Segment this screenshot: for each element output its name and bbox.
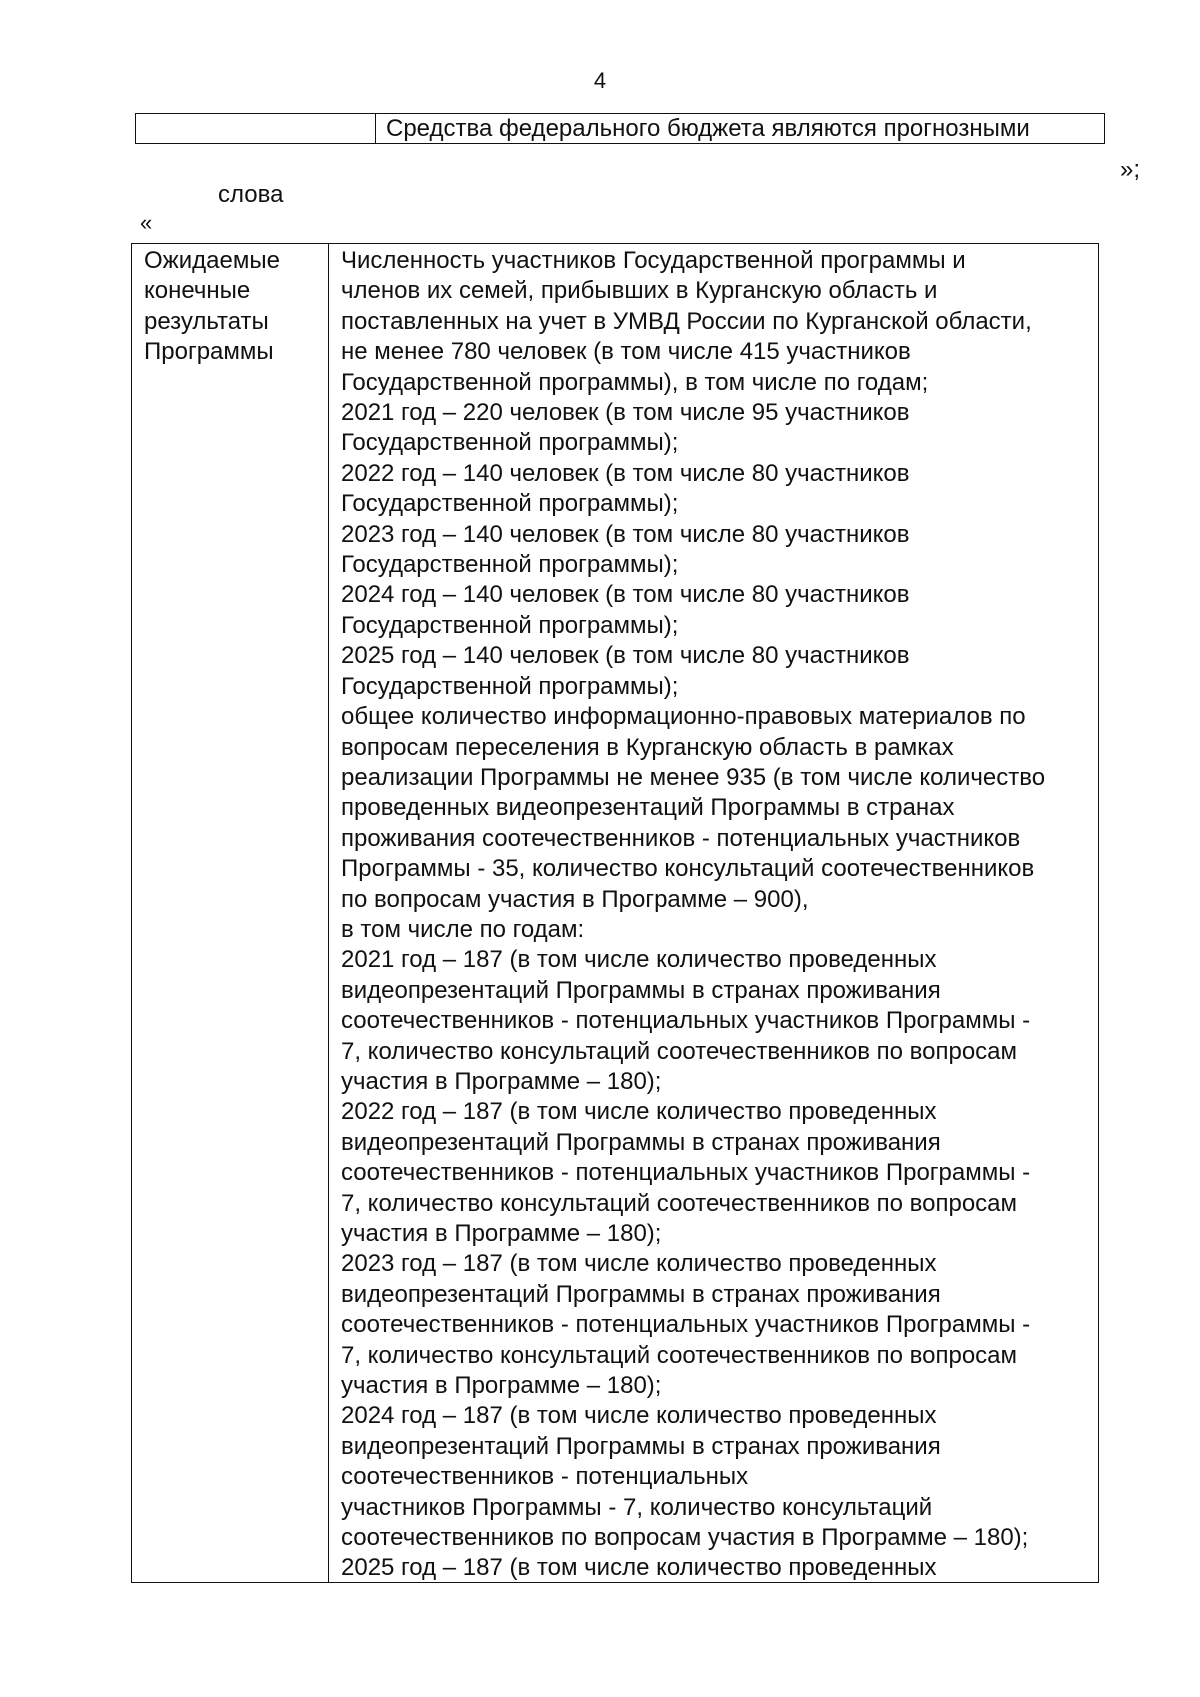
content-line: соотечественников по вопросам участия в Программе – 180); [341,1524,1029,1552]
content-line: Государственной программы); [341,611,679,639]
content-line: 2024 год – 187 (в том числе количество проведенных [341,1402,937,1430]
expected-results-text [329,244,1098,1582]
content-line: участников Программы - 7, количество консультаций [341,1493,933,1521]
label-line: результаты [144,307,269,335]
content-line: Государственной программы); [341,490,679,518]
label-line: конечные [144,277,251,305]
content-line: видеопрезентаций Программы в странах проживания [341,976,941,1004]
content-line: 7, количество консультаций соотечественников по вопросам [341,1189,1018,1217]
content-line: 2022 год – 187 (в том числе количество проведенных [341,1098,937,1126]
content-line: не менее 780 человек (в том числе 415 участников [341,338,911,366]
content-line: 2022 год – 140 человек (в том числе 80 участников [341,459,910,487]
page-number: 4 [593,68,607,93]
content-line: вопросам переселения в Курганскую область в рамках [341,733,954,761]
content-line: 2023 год – 187 (в том числе количество проведенных [341,1250,937,1278]
content-line: соотечественников - потенциальных участников Программы - [341,1311,1031,1339]
content-line: 2024 год – 140 человек (в том числе 80 участников [341,581,910,609]
content-line: общее количество информационно-правовых материалов по [341,703,1026,731]
budget-note-table [135,113,1105,144]
closing-quote: »; [1120,156,1141,183]
content-line: соотечественников - потенциальных [341,1463,749,1491]
content-line: соотечественников - потенциальных участников Программы - [341,1159,1031,1187]
replacement-word-label: слова [218,181,284,208]
content-line: видеопрезентаций Программы в странах проживания [341,1432,941,1460]
content-line: 2023 год – 140 человек (в том числе 80 участников [341,520,910,548]
budget-note-label-cell [136,114,376,143]
content-line: 7, количество консультаций соотечественников по вопросам [341,1037,1018,1065]
content-line: Программы - 35, количество консультаций соотечественников [341,855,1035,883]
content-line: в том числе по годам: [341,915,585,943]
content-line: 2021 год – 187 (в том числе количество проведенных [341,946,937,974]
content-line: 2021 год – 220 человек (в том числе 95 участников [341,399,910,427]
content-line: видеопрезентаций Программы в странах проживания [341,1280,941,1308]
content-line: участия в Программе – 180); [341,1067,662,1095]
content-line: проживания соотечественников - потенциальных участников [341,824,1021,852]
content-line: 2025 год – 140 человек (в том числе 80 участников [341,642,910,670]
expected-results-label [132,244,329,1582]
budget-note-text: Средства федерального бюджета являются прогнозными [386,115,1030,142]
content-line: реализации Программы не менее 935 (в том числе количество [341,763,1046,791]
content-line: 2025 год – 187 (в том числе количество проведенных [341,1554,937,1582]
content-line: Государственной программы), в том числе по годам; [341,368,929,396]
content-line: участия в Программе – 180); [341,1372,662,1400]
content-line: проведенных видеопрезентаций Программы в странах [341,794,955,822]
opening-quote: « [140,210,153,235]
content-line: участия в Программе – 180); [341,1220,662,1247]
content-line: соотечественников - потенциальных участников Программы - [341,1007,1031,1035]
label-line: Ожидаемые [144,247,280,274]
content-line: 7, количество консультаций соотечественников по вопросам [341,1341,1018,1369]
content-line: по вопросам участия в Программе – 900), [341,885,809,913]
content-line: Государственной программы); [341,672,679,700]
content-line: Государственной программы); [341,551,679,579]
content-line: Государственной программы); [341,429,679,457]
expected-results-table [131,243,1099,1583]
content-line: поставленных на учет в УМВД России по Курганской области, [341,307,1032,335]
content-line: Численность участников Государственной программы и [341,247,966,274]
content-line: членов их семей, прибывших в Курганскую область и [341,277,938,305]
content-line: видеопрезентаций Программы в странах проживания [341,1128,941,1156]
label-line: Программы [144,338,274,366]
